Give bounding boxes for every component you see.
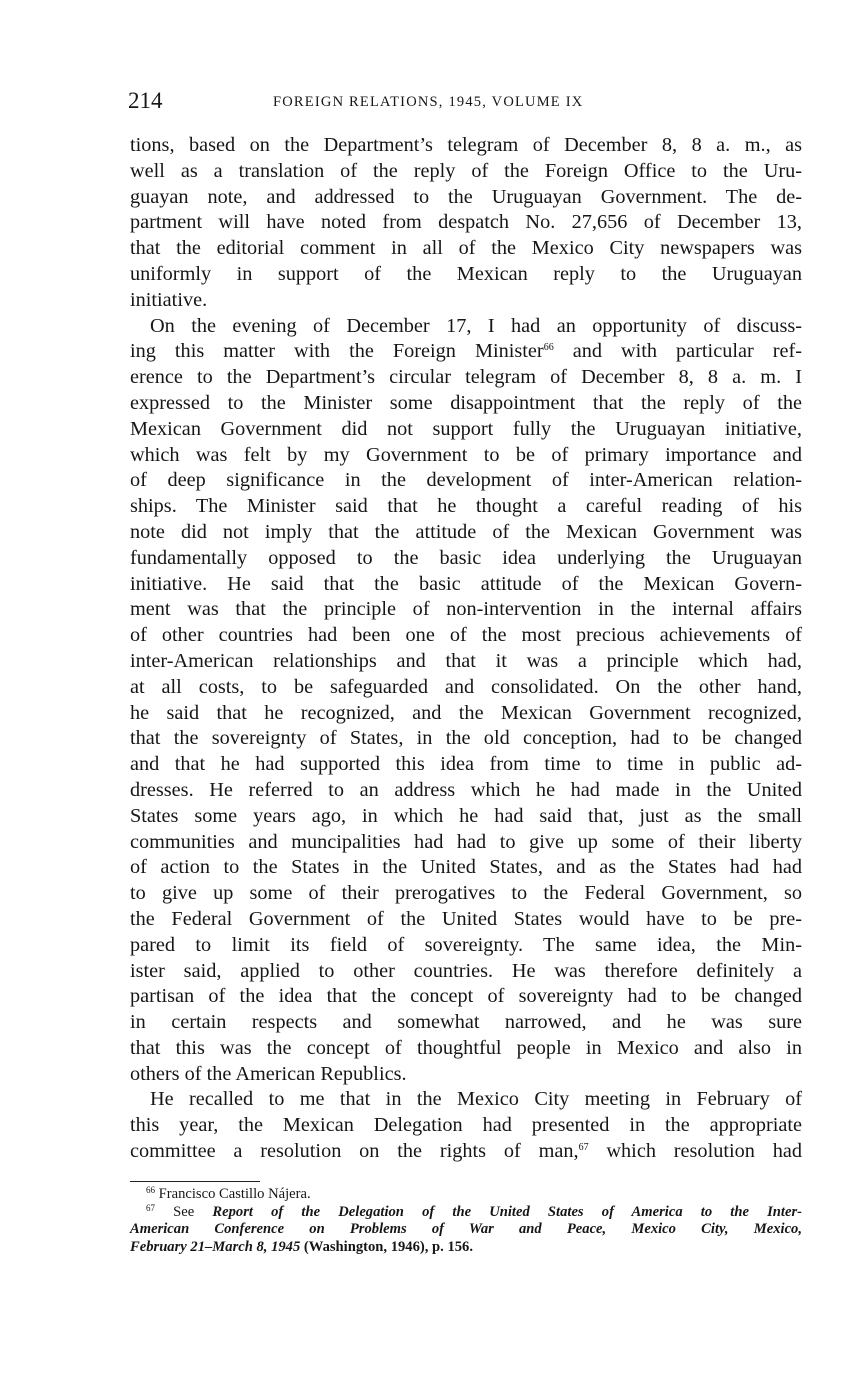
text-line: which was felt by my Government to be of primary importance and bbox=[130, 443, 802, 466]
footnote-number: 66 bbox=[146, 1185, 155, 1195]
footnote-ref-66[interactable]: 66 bbox=[543, 342, 554, 354]
text-line: initiative. He said that the basic attitude of the Mexican Govern- bbox=[130, 572, 802, 595]
running-head: FOREIGN RELATIONS, 1945, VOLUME IX bbox=[273, 94, 584, 110]
text-line bbox=[130, 1139, 802, 1165]
text-line: of other countries had been one of the most precious achievements of bbox=[130, 624, 802, 647]
footnote-title-continued: American Conference on Problems of War and Peace, Mexico City, Mexico, bbox=[130, 1221, 802, 1238]
text-line: guayan note, and addressed to the Uruguayan Government. The de- bbox=[130, 185, 802, 208]
text-line: of deep significance in the development of inter-American relation- bbox=[130, 469, 802, 492]
text-line: in certain respects and somewhat narrowed, and he was sure bbox=[130, 1011, 802, 1034]
footnote-see: See bbox=[155, 1203, 213, 1220]
text-line: at all costs, to be safeguarded and consolidated. On the other hand, bbox=[130, 675, 802, 698]
footnote-divider bbox=[130, 1181, 260, 1182]
text-line: partisan of the idea that the concept of sovereignty had to be changed bbox=[130, 985, 802, 1008]
text-line: of action to the States in the United States, and as the States had had bbox=[130, 856, 802, 879]
text-line: tions, based on the Department’s telegram of December 8, 8 a. m., as bbox=[130, 134, 802, 156]
footnote-text: Francisco Castillo Nájera. bbox=[155, 1186, 311, 1202]
footnote-66 bbox=[130, 1186, 802, 1204]
page-number: 214 bbox=[128, 88, 163, 113]
text-line: pared to limit its field of sovereignty. The same idea, the Min- bbox=[130, 933, 802, 956]
text-line: the Federal Government of the United States would have to be pre- bbox=[130, 907, 802, 930]
text-line bbox=[130, 339, 802, 365]
text-line: ships. The Minister said that he thought a careful reading of his bbox=[130, 495, 802, 518]
text-line: inter-American relationships and that it was a principle which had, bbox=[130, 649, 802, 672]
text-line: States some years ago, in which he had said that, just as the small bbox=[130, 804, 802, 827]
body-text bbox=[130, 133, 802, 1165]
text-line: He recalled to me that in the Mexico City meeting in February of bbox=[150, 1088, 802, 1111]
text-segment: and with particular ref- bbox=[553, 340, 802, 363]
text-segment: which resolution had bbox=[588, 1140, 802, 1163]
text-line: note did not imply that the attitude of the Mexican Government was bbox=[130, 520, 802, 543]
text-line: partment will have noted from despatch No. 27,656 of December 13, bbox=[130, 211, 802, 234]
text-line: initiative. bbox=[130, 288, 208, 311]
text-line: uniformly in support of the Mexican reply to the Uruguayan bbox=[130, 262, 802, 285]
text-line: that the editorial comment in all of the Mexico City newspapers was bbox=[130, 237, 802, 260]
text-line: expressed to the Minister some disappointment that the reply of the bbox=[130, 391, 802, 414]
footnote-title-date: February 21–March 8, 1945 bbox=[130, 1238, 301, 1255]
text-line: Mexican Government did not support fully the Uruguayan initiative, bbox=[130, 417, 802, 440]
page-header bbox=[128, 88, 804, 118]
text-line: dresses. He referred to an address which he had made in the United bbox=[130, 778, 802, 801]
text-line: others of the American Republics. bbox=[130, 1062, 407, 1085]
footnote-67 bbox=[130, 1204, 802, 1222]
text-line: that this was the concept of thoughtful people in Mexico and also in bbox=[130, 1036, 802, 1059]
text-line: ister said, applied to other countries. He was therefore definitely a bbox=[130, 959, 802, 982]
text-segment: ing this matter with the Foreign Minister bbox=[130, 340, 544, 363]
text-line: this year, the Mexican Delegation had presented in the appropriate bbox=[130, 1114, 802, 1137]
footnote-title: Report of the Delegation of the United States of America to the Inter- bbox=[212, 1203, 802, 1220]
footnotes bbox=[130, 1186, 802, 1256]
footnote-67-end bbox=[130, 1239, 802, 1257]
footnote-number: 67 bbox=[146, 1202, 155, 1213]
text-line: erence to the Department’s circular telegram of December 8, 8 a. m. I bbox=[130, 366, 802, 389]
text-line: well as a translation of the reply of the Foreign Office to the Uru- bbox=[130, 159, 802, 182]
text-line: to give up some of their prerogatives to the Federal Government, so bbox=[130, 882, 802, 905]
text-line: fundamentally opposed to the basic idea underlying the Uruguayan bbox=[130, 546, 802, 569]
text-line: On the evening of December 17, I had an opportunity of discuss- bbox=[150, 314, 802, 337]
footnote-ref-67[interactable]: 67 bbox=[578, 1142, 589, 1154]
text-line: that the sovereignty of States, in the old conception, had to be changed bbox=[130, 727, 802, 750]
text-line: ment was that the principle of non-intervention in the internal affairs bbox=[130, 598, 802, 621]
footnote-publication: (Washington, 1946), p. 156. bbox=[300, 1238, 474, 1255]
text-line: and that he had supported this idea from time to time in public ad- bbox=[130, 753, 802, 776]
text-line: communities and muncipalities had had to give up some of their liberty bbox=[130, 830, 802, 853]
text-line: he said that he recognized, and the Mexican Government recognized, bbox=[130, 701, 802, 724]
text-segment: committee a resolution on the rights of man, bbox=[130, 1140, 579, 1163]
